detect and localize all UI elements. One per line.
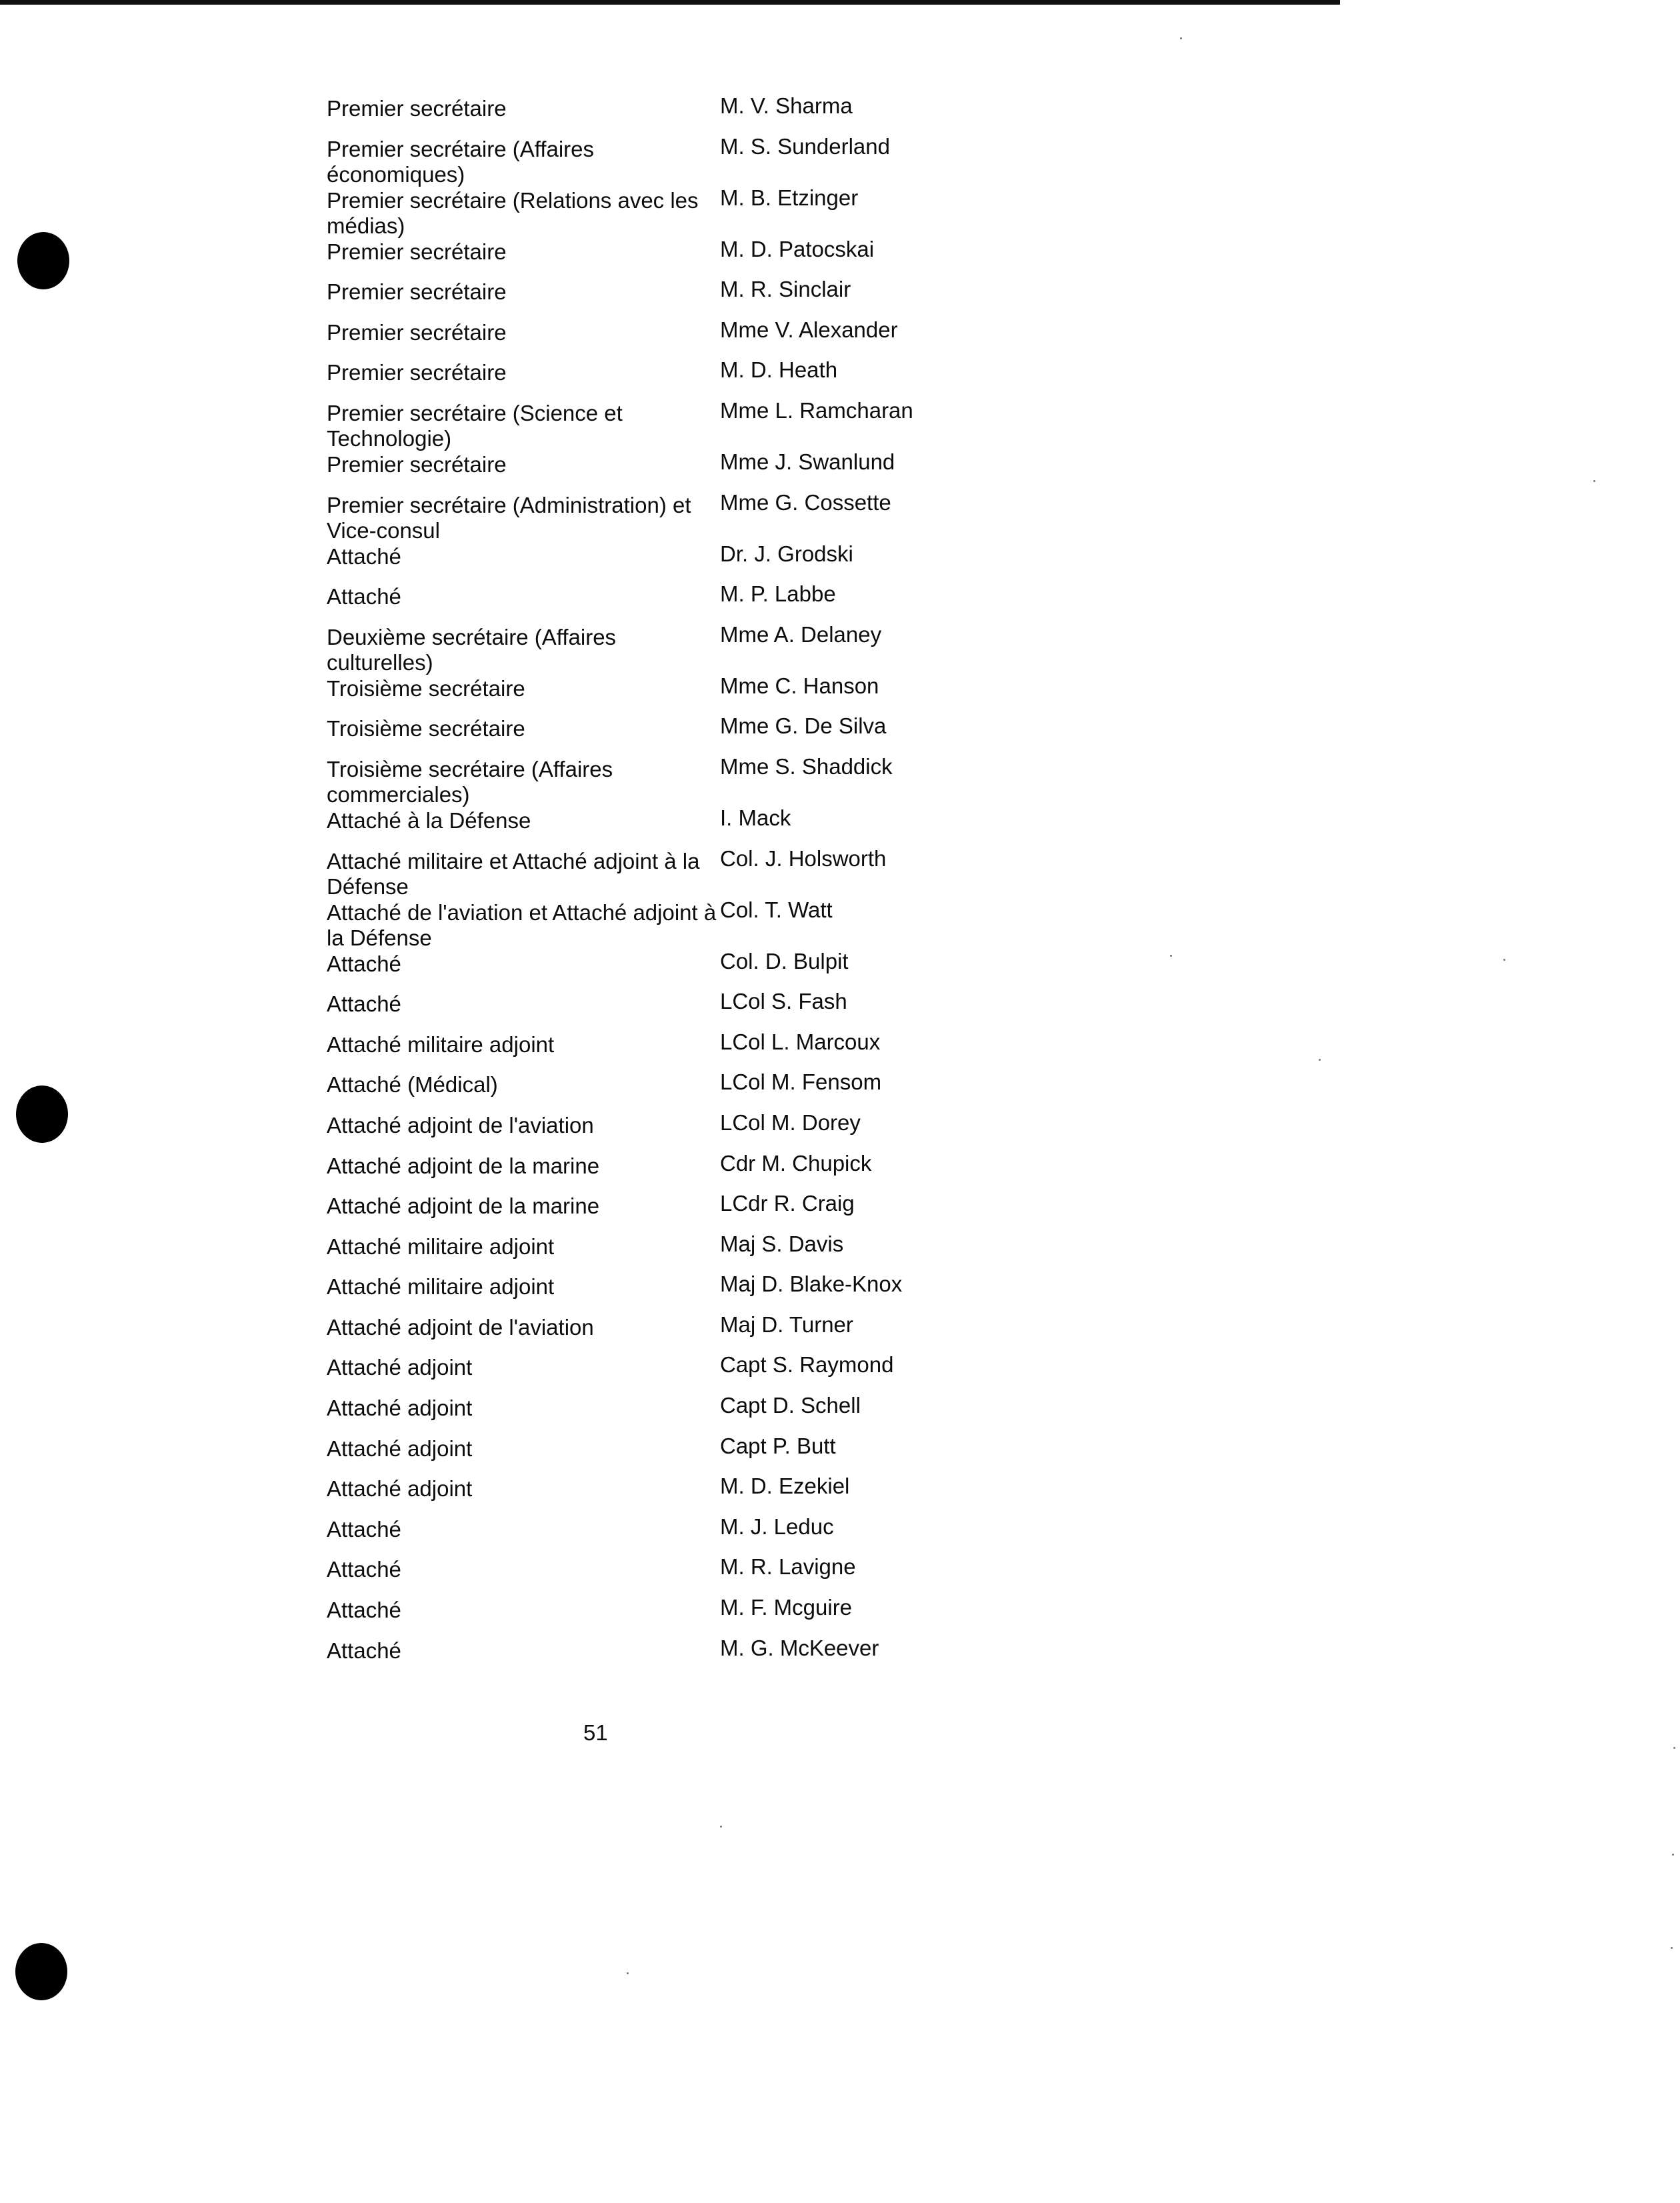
position-title: Premier secrétaire (327, 239, 507, 264)
position-title: Premier secrétaire (327, 279, 507, 305)
listing-row (327, 1272, 980, 1312)
person-name: LCdr R. Craig (720, 1191, 855, 1216)
person-name: Mme L. Ramcharan (720, 397, 913, 423)
scan-top-edge-rule (0, 0, 1340, 5)
scan-speck (720, 1826, 722, 1828)
person-name: LCol M. Fensom (720, 1069, 882, 1095)
listing-row (327, 1595, 980, 1636)
position-title: Attaché de l'aviation et Attaché adjoint à la Défense (327, 899, 717, 950)
listing-row (327, 541, 980, 582)
scan-speck (1673, 1747, 1675, 1749)
person-name: Capt S. Raymond (720, 1352, 894, 1378)
position-title: Attaché (327, 951, 401, 976)
listing-row (327, 581, 980, 622)
position-title: Attaché adjoint de l'aviation (327, 1112, 594, 1138)
punch-hole (15, 1943, 67, 2000)
listing-row (327, 1393, 980, 1434)
person-name: M. F. Mcguire (720, 1595, 853, 1620)
page-number: 51 (583, 1720, 608, 1745)
position-title: Attaché adjoint (327, 1476, 473, 1502)
position-title: Attaché militaire adjoint (327, 1031, 555, 1057)
person-name: Capt P. Butt (720, 1433, 836, 1458)
person-name: Mme J. Swanlund (720, 449, 895, 474)
position-title: Attaché militaire adjoint (327, 1234, 555, 1259)
listing-row (327, 1554, 980, 1595)
position-title: Attaché adjoint (327, 1396, 473, 1421)
position-title: Premier secrétaire (Relations avec les médias) (327, 187, 699, 238)
position-title: Premier secrétaire (327, 451, 507, 477)
position-title: Premier secrétaire (Administration) et Vice-consul (327, 492, 691, 543)
person-name: M. R. Sinclair (720, 277, 851, 302)
person-name: M. G. McKeever (720, 1635, 879, 1660)
person-name: M. D. Heath (720, 357, 838, 383)
person-name: Col. T. Watt (720, 897, 833, 922)
position-title: Attaché (327, 1516, 401, 1542)
listing-row (327, 673, 980, 714)
person-name: Mme V. Alexander (720, 317, 898, 342)
person-name: M. R. Lavigne (720, 1554, 856, 1580)
position-title: Attaché adjoint (327, 1436, 473, 1461)
position-title: Deuxième secrétaire (Affaires culturelles) (327, 624, 617, 675)
position-title: Attaché adjoint de l'aviation (327, 1314, 594, 1340)
listing-row (327, 1474, 980, 1514)
listing-row (327, 949, 980, 989)
position-title: Premier secrétaire (Affaires économiques) (327, 136, 595, 187)
person-name: M. D. Ezekiel (720, 1474, 850, 1499)
position-title: Premier secrétaire (Science et Technologie) (327, 400, 623, 451)
position-title: Troisième secrétaire (Affaires commerciales) (327, 756, 613, 807)
person-name: M. S. Sunderland (720, 133, 890, 159)
listing-row (327, 357, 980, 398)
listing-row (327, 713, 980, 754)
punch-hole (16, 1085, 68, 1143)
listing-row (327, 846, 980, 897)
scan-speck (627, 1972, 629, 1974)
person-name: Mme C. Hanson (720, 673, 879, 698)
position-title: Attaché (327, 1598, 401, 1623)
person-name: Dr. J. Grodski (720, 541, 853, 566)
person-name: Cdr M. Chupick (720, 1150, 872, 1176)
person-name: I. Mack (720, 805, 791, 830)
listing-row (327, 237, 980, 277)
position-title: Premier secrétaire (327, 360, 507, 385)
scan-speck (1672, 1854, 1674, 1856)
listing-row (327, 277, 980, 317)
person-name: Maj S. Davis (720, 1231, 844, 1256)
position-title: Attaché à la Défense (327, 807, 531, 833)
listing-row (327, 805, 980, 846)
listing-row (327, 989, 980, 1029)
position-title: Troisième secrétaire (327, 675, 525, 701)
listing-row (327, 1191, 980, 1232)
listing-row (327, 1069, 980, 1110)
position-title: Attaché (327, 991, 401, 1017)
listing-row (327, 93, 980, 134)
listing-row (327, 1312, 980, 1353)
listing-row (327, 1110, 980, 1151)
person-name: M. D. Patocskai (720, 236, 875, 261)
person-name: Maj D. Turner (720, 1312, 853, 1337)
punch-hole (17, 232, 69, 289)
listing-row (327, 398, 980, 449)
position-title: Premier secrétaire (327, 96, 507, 121)
position-title: Attaché militaire adjoint (327, 1274, 555, 1300)
listing-row (327, 1151, 980, 1192)
person-name: Maj D. Blake-Knox (720, 1272, 903, 1297)
person-name: LCol L. Marcoux (720, 1029, 881, 1054)
listing-row (327, 1636, 980, 1676)
scan-speck (1593, 480, 1595, 482)
position-title: Attaché (327, 584, 401, 609)
person-name: Col. J. Holsworth (720, 845, 887, 871)
person-name: Mme A. Delaney (720, 621, 882, 647)
scan-speck (1180, 37, 1182, 39)
person-name: M. V. Sharma (720, 93, 853, 118)
person-name: Capt D. Schell (720, 1393, 861, 1418)
listing-row (327, 1514, 980, 1555)
staff-listing (327, 93, 980, 1676)
person-name: LCol S. Fash (720, 989, 847, 1014)
person-name: Mme G. De Silva (720, 713, 887, 739)
position-title: Attaché adjoint de la marine (327, 1194, 600, 1219)
listing-row (327, 897, 980, 949)
listing-row (327, 185, 980, 237)
person-name: Mme S. Shaddick (720, 753, 893, 779)
listing-row (327, 1232, 980, 1272)
position-title: Attaché adjoint (327, 1355, 473, 1380)
position-title: Troisième secrétaire (327, 716, 525, 741)
person-name: M. P. Labbe (720, 581, 836, 607)
person-name: Mme G. Cossette (720, 489, 891, 515)
position-title: Attaché (Médical) (327, 1072, 498, 1097)
position-title: Attaché (327, 1638, 401, 1663)
position-title: Attaché (327, 543, 401, 569)
listing-row (327, 317, 980, 358)
listing-row (327, 754, 980, 805)
listing-row (327, 622, 980, 673)
position-title: Premier secrétaire (327, 319, 507, 345)
position-title: Attaché (327, 1557, 401, 1582)
listing-row (327, 1029, 980, 1070)
listing-row (327, 134, 980, 185)
listing-row (327, 1434, 980, 1474)
listing-row (327, 1352, 980, 1393)
listing-row (327, 490, 980, 541)
scan-speck (1170, 955, 1172, 957)
listing-row (327, 449, 980, 490)
scan-speck (1503, 959, 1505, 961)
person-name: LCol M. Dorey (720, 1110, 861, 1135)
scan-speck (1671, 1947, 1673, 1949)
person-name: M. B. Etzinger (720, 185, 859, 210)
person-name: Col. D. Bulpit (720, 948, 849, 973)
position-title: Attaché adjoint de la marine (327, 1153, 600, 1178)
position-title: Attaché militaire et Attaché adjoint à la Défense (327, 848, 700, 899)
scan-speck (1319, 1059, 1321, 1061)
person-name: M. J. Leduc (720, 1514, 834, 1539)
